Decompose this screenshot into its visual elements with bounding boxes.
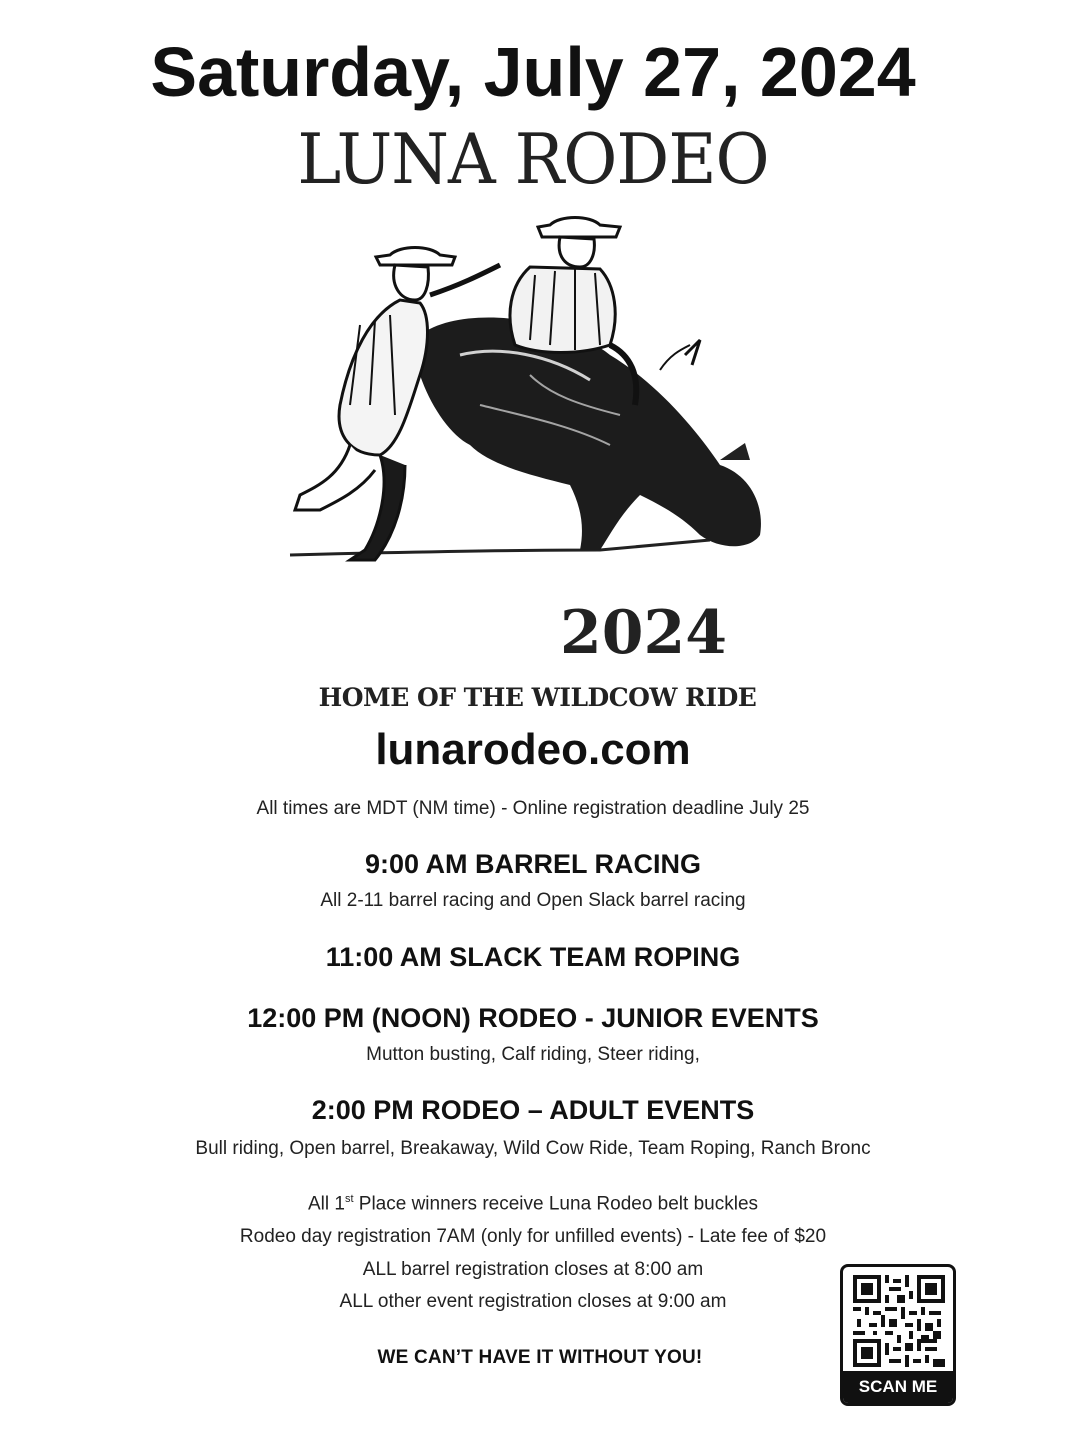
schedule-item-detail: Mutton busting, Calf riding, Steer riding, xyxy=(366,1044,700,1065)
tagline: HOME OF THE WILDCOW RIDE xyxy=(318,683,757,712)
closing-message: WE CAN’T HAVE IT WITHOUT YOU! xyxy=(377,1347,703,1368)
schedule-item-title: 11:00 AM SLACK TEAM ROPING xyxy=(325,942,741,972)
schedule-item-detail: Bull riding, Open barrel, Breakaway, Wild Cow Ride, Team Roping, Ranch Bronc xyxy=(195,1138,871,1159)
year-label: 2024 xyxy=(560,598,727,668)
other-close-note: ALL other event registration closes at 9:00 am xyxy=(339,1291,727,1313)
rodeo-name-heading: LUNA RODEO xyxy=(297,119,769,200)
cowboys-wrestling-cow-illustration xyxy=(280,205,780,600)
website-link[interactable]: lunarodeo.com xyxy=(375,725,691,774)
day-registration-note: Rodeo day registration 7AM (only for unfilled events) - Late fee of $20 xyxy=(239,1225,827,1247)
schedule-item-title: 2:00 PM RODEO – ADULT EVENTS xyxy=(311,1095,755,1125)
qr-code-icon[interactable] xyxy=(853,1275,945,1367)
event-date-title: Saturday, July 27, 2024 xyxy=(150,33,916,111)
time-zone-note: All times are MDT (NM time) - Online registration deadline July 25 xyxy=(256,798,810,819)
schedule-item-title: 12:00 PM (NOON) RODEO - JUNIOR EVENTS xyxy=(247,1003,819,1033)
barrel-close-note: ALL barrel registration closes at 8:00 am xyxy=(362,1258,704,1280)
scan-me-label[interactable]: SCAN ME xyxy=(843,1371,953,1403)
schedule-item-detail: All 2-11 barrel racing and Open Slack barrel racing xyxy=(320,890,746,911)
qr-code-badge[interactable] xyxy=(840,1264,956,1406)
schedule-item-title: 9:00 AM BARREL RACING xyxy=(364,849,702,879)
winners-note: All 1st Place winners receive Luna Rodeo belt buckles xyxy=(307,1193,759,1215)
